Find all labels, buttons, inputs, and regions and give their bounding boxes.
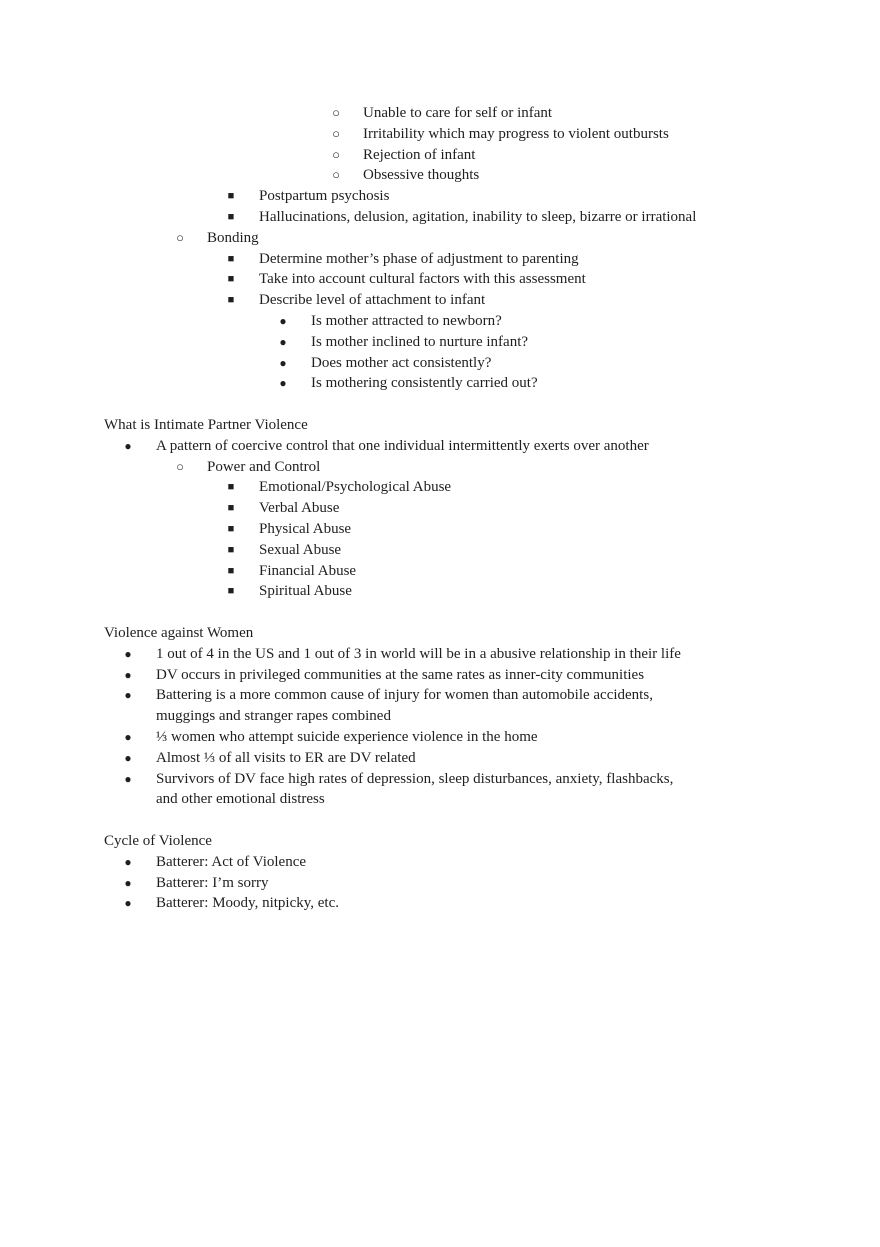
list-item: Batterer: Moody, nitpicky, etc. bbox=[156, 895, 340, 912]
list-item: Emotional/Psychological Abuse bbox=[259, 479, 452, 496]
list-item: Irritability which may progress to violent outbursts bbox=[363, 125, 669, 142]
list-item: Financial Abuse bbox=[259, 562, 357, 579]
square-bullet-icon: ■ bbox=[227, 252, 235, 265]
list-item: Bonding bbox=[207, 229, 259, 246]
list-item: A pattern of coercive control that one individual intermittently exerts over another bbox=[156, 437, 649, 454]
disc-bullet-icon: ● bbox=[124, 438, 132, 453]
list-item: Rejection of infant bbox=[363, 146, 476, 163]
disc-bullet-icon: ● bbox=[124, 854, 132, 869]
disc-bullet-icon: ● bbox=[279, 355, 287, 370]
disc-bullet-icon: ● bbox=[279, 334, 287, 349]
list-item: Postpartum psychosis bbox=[259, 188, 390, 205]
circle-bullet-icon: ○ bbox=[332, 167, 340, 183]
section-heading: Cycle of Violence bbox=[104, 833, 212, 849]
circle-bullet-icon: ○ bbox=[176, 458, 184, 474]
list-item: Is mother inclined to nurture infant? bbox=[311, 333, 529, 350]
disc-bullet-icon: ● bbox=[124, 667, 132, 682]
circle-bullet-icon: ○ bbox=[176, 229, 184, 245]
circle-bullet-icon: ○ bbox=[332, 125, 340, 141]
disc-bullet-icon: ● bbox=[124, 688, 132, 703]
square-bullet-icon: ■ bbox=[227, 543, 235, 556]
list-item: Is mother attracted to newborn? bbox=[311, 313, 502, 329]
list-item: Battering is a more common cause of injury for women than automobile accidents, bbox=[156, 687, 653, 704]
square-bullet-icon: ■ bbox=[227, 564, 235, 577]
disc-bullet-icon: ● bbox=[124, 875, 132, 890]
disc-bullet-icon: ● bbox=[279, 376, 287, 391]
square-bullet-icon: ■ bbox=[227, 294, 235, 307]
circle-bullet-icon: ○ bbox=[332, 105, 340, 120]
list-item: Does mother act consistently? bbox=[311, 354, 492, 371]
list-item: Describe level of attachment to infant bbox=[259, 292, 486, 309]
square-bullet-icon: ■ bbox=[227, 585, 235, 598]
list-item: Unable to care for self or infant bbox=[363, 105, 553, 121]
square-bullet-icon: ■ bbox=[227, 481, 235, 494]
section-heading: Violence against Women bbox=[104, 625, 254, 641]
square-bullet-icon: ■ bbox=[227, 523, 235, 535]
disc-bullet-icon: ● bbox=[279, 314, 287, 328]
list-item: muggings and stranger rapes combined bbox=[156, 708, 391, 725]
disc-bullet-icon: ● bbox=[124, 771, 132, 786]
list-item: Spiritual Abuse bbox=[259, 583, 352, 600]
list-item: Determine mother’s phase of adjustment to parenting bbox=[259, 250, 579, 267]
list-item: Is mothering consistently carried out? bbox=[311, 375, 538, 392]
square-bullet-icon: ■ bbox=[227, 211, 235, 223]
list-item: Almost ⅓ of all visits to ER are DV related bbox=[156, 749, 416, 766]
list-item: and other emotional distress bbox=[156, 791, 325, 808]
list-item: Batterer: Act of Violence bbox=[156, 853, 307, 870]
square-bullet-icon: ■ bbox=[227, 502, 235, 515]
circle-bullet-icon: ○ bbox=[332, 146, 340, 162]
list-item: Obsessive thoughts bbox=[363, 167, 480, 184]
list-item: 1 out of 4 in the US and 1 out of 3 in world will be in a abusive relationship in their life bbox=[156, 645, 681, 662]
square-bullet-icon: ■ bbox=[227, 273, 235, 286]
list-item: Power and Control bbox=[207, 458, 321, 475]
list-item: Batterer: I’m sorry bbox=[156, 874, 269, 891]
list-item: Take into account cultural factors with this assessment bbox=[259, 271, 586, 288]
disc-bullet-icon: ● bbox=[124, 750, 132, 765]
disc-bullet-icon: ● bbox=[124, 646, 132, 661]
disc-bullet-icon: ● bbox=[124, 896, 132, 911]
list-item: Verbal Abuse bbox=[259, 500, 340, 517]
list-item: Survivors of DV face high rates of depression, sleep disturbances, anxiety, flashbacks, bbox=[156, 770, 674, 787]
list-item: DV occurs in privileged communities at the same rates as inner-city communities bbox=[156, 666, 645, 683]
list-item: ⅓ women who attempt suicide experience violence in the home bbox=[156, 729, 538, 745]
list-item: Sexual Abuse bbox=[259, 541, 342, 558]
square-bullet-icon: ■ bbox=[227, 190, 235, 203]
list-item: Physical Abuse bbox=[259, 521, 352, 537]
disc-bullet-icon: ● bbox=[124, 730, 132, 744]
list-item: Hallucinations, delusion, agitation, inability to sleep, bizarre or irrational bbox=[259, 209, 697, 225]
section-heading: What is Intimate Partner Violence bbox=[104, 417, 308, 433]
